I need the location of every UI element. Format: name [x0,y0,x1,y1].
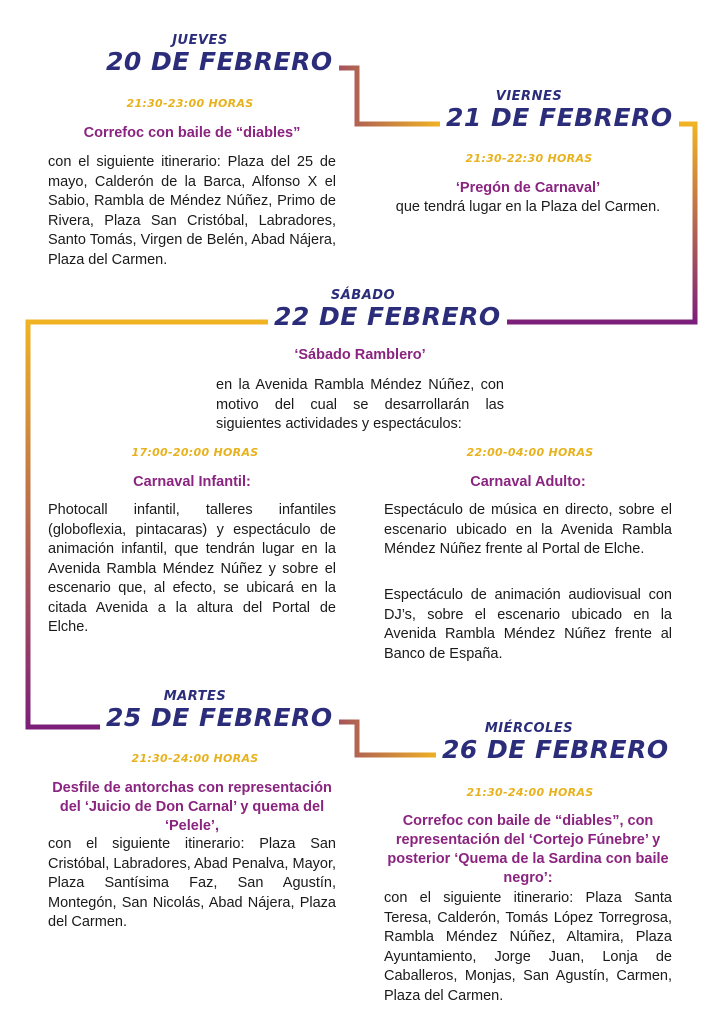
hours-label: 21:30-24:00 HORAS [466,786,594,799]
event-wednesday-header [436,721,669,764]
event-thursday-header [100,33,333,76]
event-title: Correfoc con baile de “diables” [83,125,301,141]
event-title: Correfoc con baile de “diables”, con representación del ‘Cortejo Fúnebre’ y posterior ‘Quema de la Sardina con baile negro’: [387,813,669,886]
day-label: MARTES [163,689,227,704]
event-description: con el siguiente itinerario: Plaza San Cristóbal, Labradores, Abad Penalva, Mayor, Plaza Santísima Faz, San Agustín, Montegón, San Nicolás, Abad Nájera, Plaza del Carmen. [48,836,336,930]
event-friday-header [440,89,673,132]
day-label: JUEVES [172,33,228,48]
date-title: 25 DE FEBRERO [100,704,339,732]
line-top-mid [285,68,440,124]
event-description: que tendrá lugar en la Plaza del Carmen. [395,199,661,215]
day-label: VIERNES [495,89,563,104]
day-label: MIÉRCOLES [484,721,574,736]
hours-label: 21:30-22:30 HORAS [465,152,593,165]
carnaval-adulto-description-1: Espectáculo de música en directo, sobre el escenario ubicado en la Avenida Rambla Méndez Núñez frente al Portal de Elche. [384,502,672,557]
carnaval-adulto-title: Carnaval Adulto: [470,474,586,490]
hours-label: 21:30-23:00 HORAS [126,97,254,110]
carnaval-infantil-title: Carnaval Infantil: [133,474,251,490]
event-title: ‘Sábado Ramblero’ [294,347,426,363]
event-description: con el siguiente itinerario: Plaza Santa Teresa, Calderón, Tomás López Torregrosa, Rambla Méndez Núñez, Altamira, Plaza Ayuntamiento, Jorge Juan, Lonja de Caballeros, Monjas, San Agustín, Carmen, Plaza del Carmen. [384,890,672,1004]
event-intro: en la Avenida Rambla Méndez Núñez, con motivo del cual se desarrollarán las siguientes actividades y espectáculos: [216,377,504,432]
event-description: con el siguiente itinerario: Plaza del 25 de mayo, Calderón de la Barca, Alfonso X el Sabio, Rambla de Méndez Núñez, Primo de Rivera, Plaza San Cristóbal, Labradores, Santo Tomás, Virgen de Belén, Abad Nájera, Plaza del Carmen. [48,154,336,268]
event-title: Desfile de antorchas con representación del ‘Juicio de Don Carnal’ y quema del ‘Pelele’, [52,780,332,834]
carnaval-adulto-description-2: Espectáculo de animación audiovisual con DJ’s, sobre el escenario ubicado en la Avenida Rambla Méndez Núñez frente al Banco de España. [384,587,672,662]
hours-label: 21:30-24:00 HORAS [131,752,259,765]
carnaval-infantil-description: Photocall infantil, talleres infantiles (globoflexia, pintacaras) y espectáculo de animación infantil, que tendrán lugar en la Avenida Rambla Méndez Núñez y sobre el escenario que, al efecto, se ubicará en la citada Avenida a la altura del Portal de Elche. [48,502,336,635]
date-title: 20 DE FEBRERO [100,48,339,76]
hours-label-adulto: 22:00-04:00 HORAS [466,446,594,459]
hours-label-infantil: 17:00-20:00 HORAS [131,446,259,459]
date-title: 26 DE FEBRERO [436,736,675,764]
event-saturday-header [268,288,501,331]
date-title: 21 DE FEBRERO [440,104,679,132]
event-title: ‘Pregón de Carnaval’ [455,180,601,196]
event-tuesday-header [100,689,333,732]
date-title: 22 DE FEBRERO [268,303,507,331]
day-label: SÁBADO [330,288,396,303]
